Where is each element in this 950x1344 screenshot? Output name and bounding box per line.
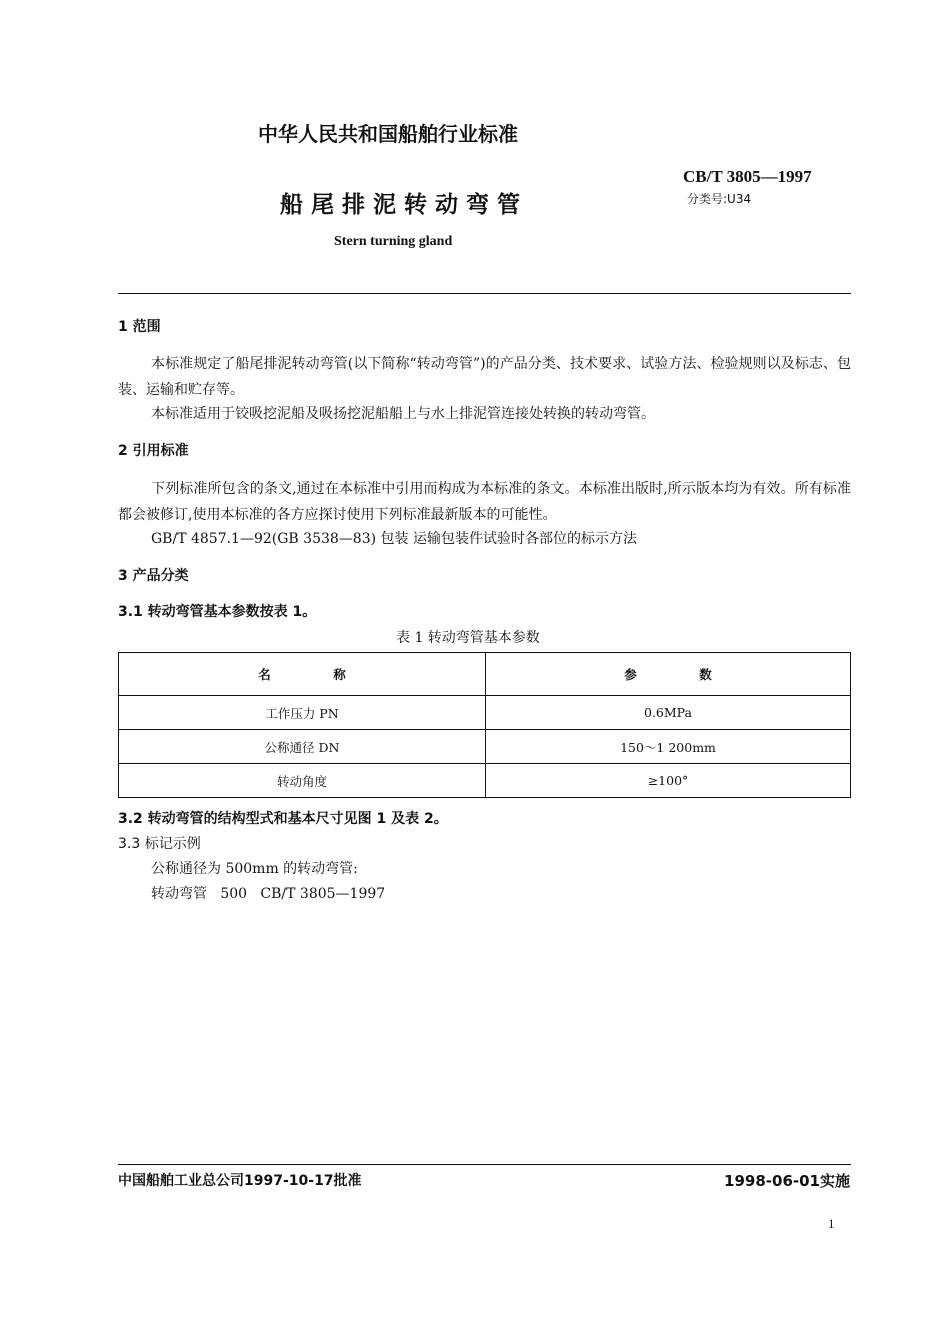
row-label: 公称通径 DN xyxy=(119,730,486,764)
row-label: 工作压力 PN xyxy=(119,696,486,730)
row-label: 转动角度 xyxy=(119,764,486,798)
implementation-line: 1998-06-01实施 xyxy=(724,1172,850,1190)
table-header-row xyxy=(119,653,851,696)
clause-3-2: 3.2 转动弯管的结构型式和基本尺寸见图 1 及表 2。 xyxy=(118,811,448,827)
header-divider xyxy=(118,293,851,294)
header-name: 名 称 xyxy=(119,653,486,696)
section-2-paragraph: 下列标准所包含的条文,通过在本标准中引用而构成为本标准的条文。本标准出版时,所示版本均为有效。所有标准都会被修订,使用本标准的各方应探讨使用下列标准最新版本的可能性。 xyxy=(118,481,851,523)
page-number: 1 xyxy=(828,1216,835,1231)
row-value: ≥100° xyxy=(486,764,851,798)
marking-example: 转动弯管 500 CB/T 3805—1997 xyxy=(151,886,386,902)
section-2-heading: 2 引用标准 xyxy=(118,443,189,459)
section-1-heading: 1 范围 xyxy=(118,319,161,335)
table-row xyxy=(119,696,851,730)
table-row xyxy=(119,730,851,764)
clause-3-1: 3.1 转动弯管基本参数按表 1。 xyxy=(118,604,317,620)
table-row xyxy=(119,764,851,798)
classification-code: 分类号:U34 xyxy=(687,192,752,206)
row-value: 150～1 200mm xyxy=(486,730,851,764)
document-title-en: Stern turning gland xyxy=(334,234,453,249)
parameters-table xyxy=(118,652,851,798)
approval-line: 中国船舶工业总公司1997-10-17批准 xyxy=(118,1173,362,1189)
section-1-paragraph-2: 本标准适用于铰吸挖泥船及吸扬挖泥船船上与水上排泥管连接处转换的转动弯管。 xyxy=(151,406,655,422)
marking-example-intro: 公称通径为 500mm 的转动弯管: xyxy=(151,861,358,877)
standard-number: CB/T 3805—1997 xyxy=(683,167,812,186)
document-title-cn: 船 尾 排 泥 转 动 弯 管 xyxy=(280,192,521,218)
table-caption: 表 1 转动弯管基本参数 xyxy=(396,630,540,646)
row-value: 0.6MPa xyxy=(486,696,851,730)
header-value: 参 数 xyxy=(486,653,851,696)
section-3-heading: 3 产品分类 xyxy=(118,568,189,584)
org-title: 中华人民共和国船舶行业标准 xyxy=(258,122,518,146)
normative-reference: GB/T 4857.1—92(GB 3538—83) 包装 运输包装件试验时各部位的标示方法 xyxy=(151,531,637,547)
section-1-paragraph-1: 本标准规定了船尾排泥转动弯管(以下简称“转动弯管”)的产品分类、技术要求、试验方法、检验规则以及标志、包装、运输和贮存等。 xyxy=(118,356,851,398)
clause-3-3: 3.3 标记示例 xyxy=(118,836,201,852)
footer-divider xyxy=(118,1164,851,1165)
